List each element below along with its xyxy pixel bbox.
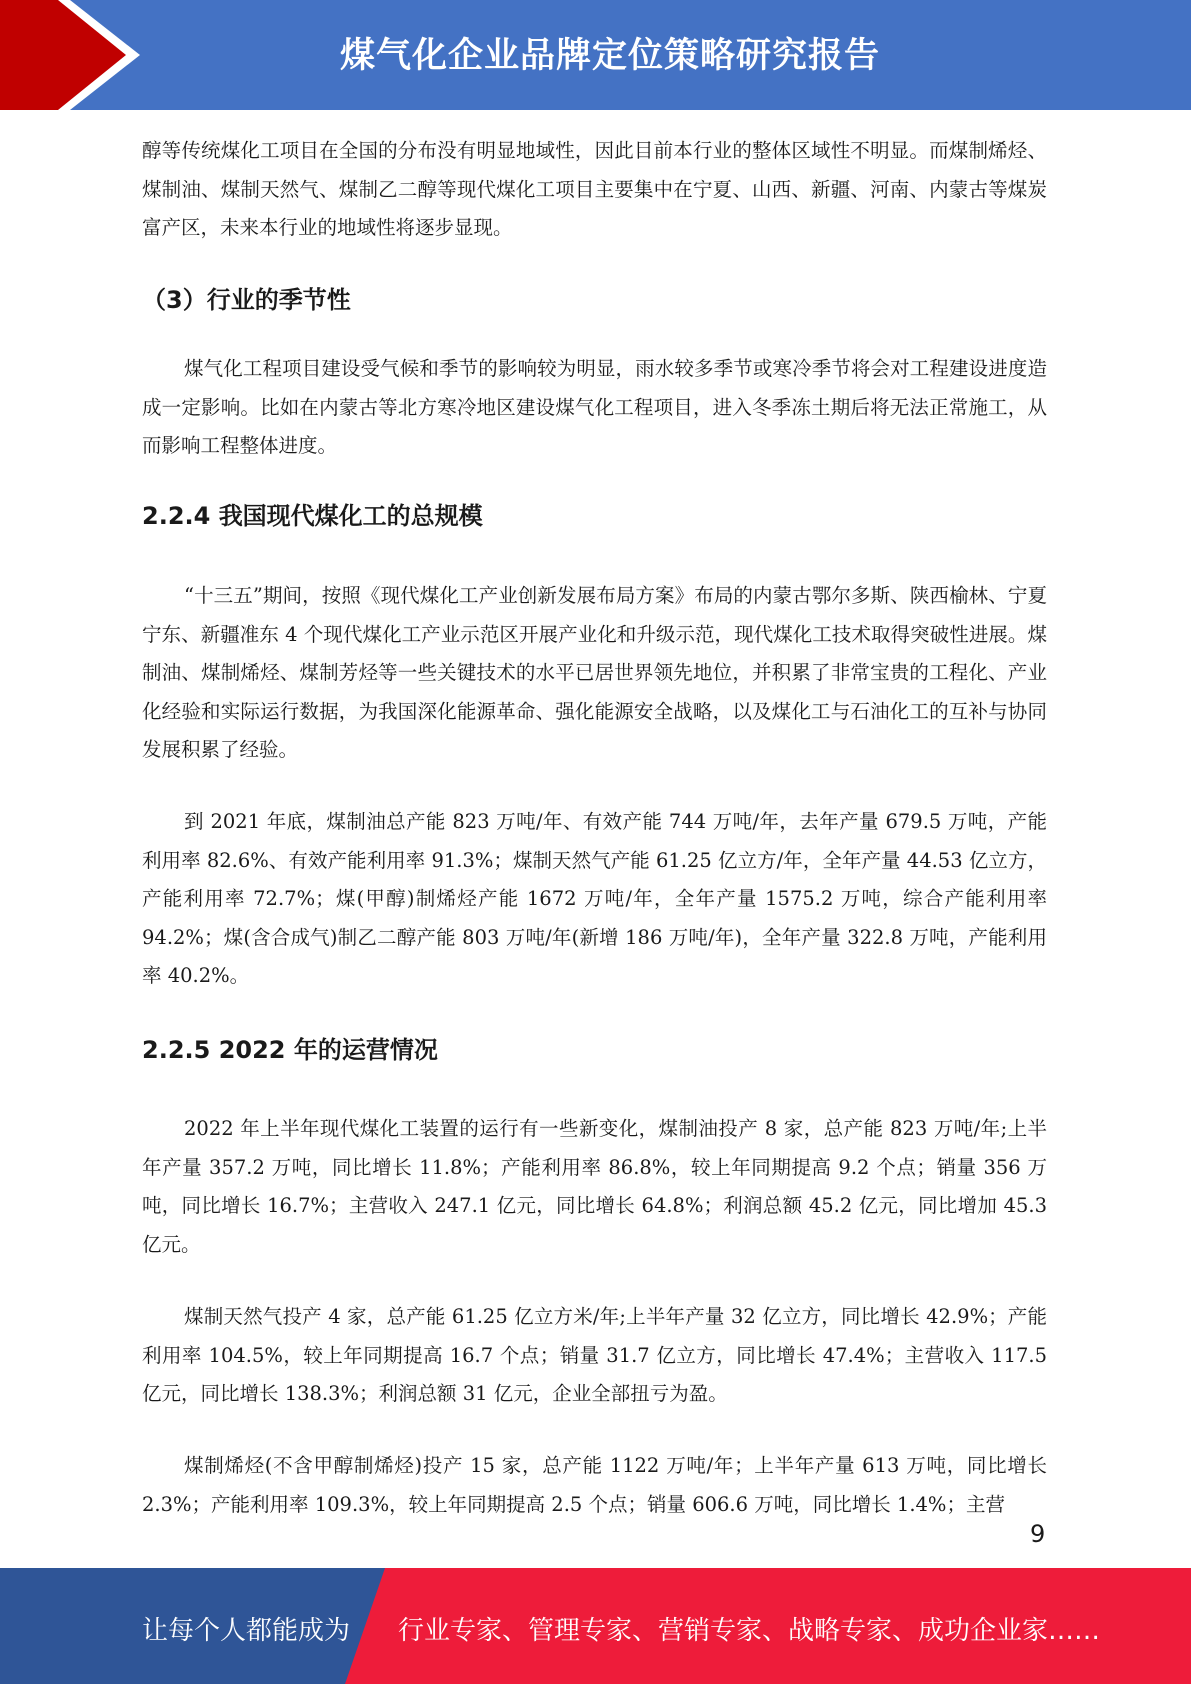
footer-slogan-left: 让每个人都能成为 xyxy=(142,1616,351,1646)
paragraph-2021-capacity: 到 2021 年底，煤制油总产能 823 万吨/年、有效产能 744 万吨/年，去年产量 679.5 万吨，产能利用率 82.6%、有效产能利用率 91.3%；煤制天然气产能 61.25 亿立方/年，全年产量 44.53 亿立方，产能利用率 72.7%；煤(甲醇)制烯烃产能 1672 万吨/年，全年产量 1575.2 万吨，综合产能利用率 94.2%；煤(含合成气)制乙二醇产能 803 万吨/年(新增 186 万吨/年)，全年产量 322.8 万吨，产能利用率 40.2%。 xyxy=(142,810,1047,987)
paragraph-thirteenth-five-year: “十三五”期间，按照《现代煤化工产业创新发展布局方案》布局的内蒙古鄂尔多斯、陕西榆林、宁夏宁东、新疆准东 4 个现代煤化工产业示范区开展产业化和升级示范，现代煤化工技术取得突破性进展。煤制油、煤制烯烃、煤制芳烃等一些关键技术的水平已居世界领先地位，并积累了非常宝贵的工程化、产业化经验和实际运行数据，为我国深化能源革命、强化能源安全战略，以及煤化工与石油化工的互补与协同发展积累了经验。 xyxy=(142,584,1047,761)
heading-2-2-5: 2.2.5 2022 年的运营情况 xyxy=(142,1036,438,1064)
heading-seasonality: （3）行业的季节性 xyxy=(142,286,351,314)
page-number: 9 xyxy=(1030,1520,1046,1548)
paragraph-seasonality: 煤气化工程项目建设受气候和季节的影响较为明显，雨水较多季节或寒冷季节将会对工程建设进度造成一定影响。比如在内蒙古等北方寒冷地区建设煤气化工程项目，进入冬季冻土期后将无法正常施工，从而影响工程整体进度。 xyxy=(142,357,1047,457)
paragraph-coal-to-olefins-2022: 煤制烯烃(不含甲醇制烯烃)投产 15 家，总产能 1122 万吨/年；上半年产量 613 万吨，同比增长 2.3%；产能利用率 109.3%，较上年同期提高 2.5 个点；销量 606.6 万吨，同比增长 1.4%；主营 xyxy=(142,1454,1047,1516)
heading-2-2-4: 2.2.4 我国现代煤化工的总规模 xyxy=(142,502,483,530)
page-footer xyxy=(0,1568,1191,1684)
paragraph-coal-to-oil-2022: 2022 年上半年现代煤化工装置的运行有一些新变化，煤制油投产 8 家，总产能 823 万吨/年;上半年产量 357.2 万吨，同比增长 11.8%；产能利用率 86.8%，较上年同期提高 9.2 个点；销量 356 万吨，同比增长 16.7%；主营收入 247.1 亿元，同比增长 64.8%；利润总额 45.2 亿元，同比增加 45.3 亿元。 xyxy=(142,1117,1047,1256)
page-header xyxy=(0,0,1191,110)
report-title: 煤气化企业品牌定位策略研究报告 xyxy=(339,36,880,76)
paragraph-coal-to-gas-2022: 煤制天然气投产 4 家，总产能 61.25 亿立方米/年;上半年产量 32 亿立方，同比增长 42.9%；产能利用率 104.5%，较上年同期提高 16.7 个点；销量 31.7 亿立方，同比增长 47.4%；主营收入 117.5 亿元，同比增长 138.3%；利润总额 31 亿元，企业全部扭亏为盈。 xyxy=(142,1305,1047,1405)
paragraph-regional-distribution: 醇等传统煤化工项目在全国的分布没有明显地域性，因此目前本行业的整体区域性不明显。而煤制烯烃、煤制油、煤制天然气、煤制乙二醇等现代煤化工项目主要集中在宁夏、山西、新疆、河南、内蒙古等煤炭富产区，未来本行业的地域性将逐步显现。 xyxy=(142,139,1047,239)
footer-slogan-right: 行业专家、管理专家、营销专家、战略专家、成功企业家…… xyxy=(398,1616,1101,1646)
